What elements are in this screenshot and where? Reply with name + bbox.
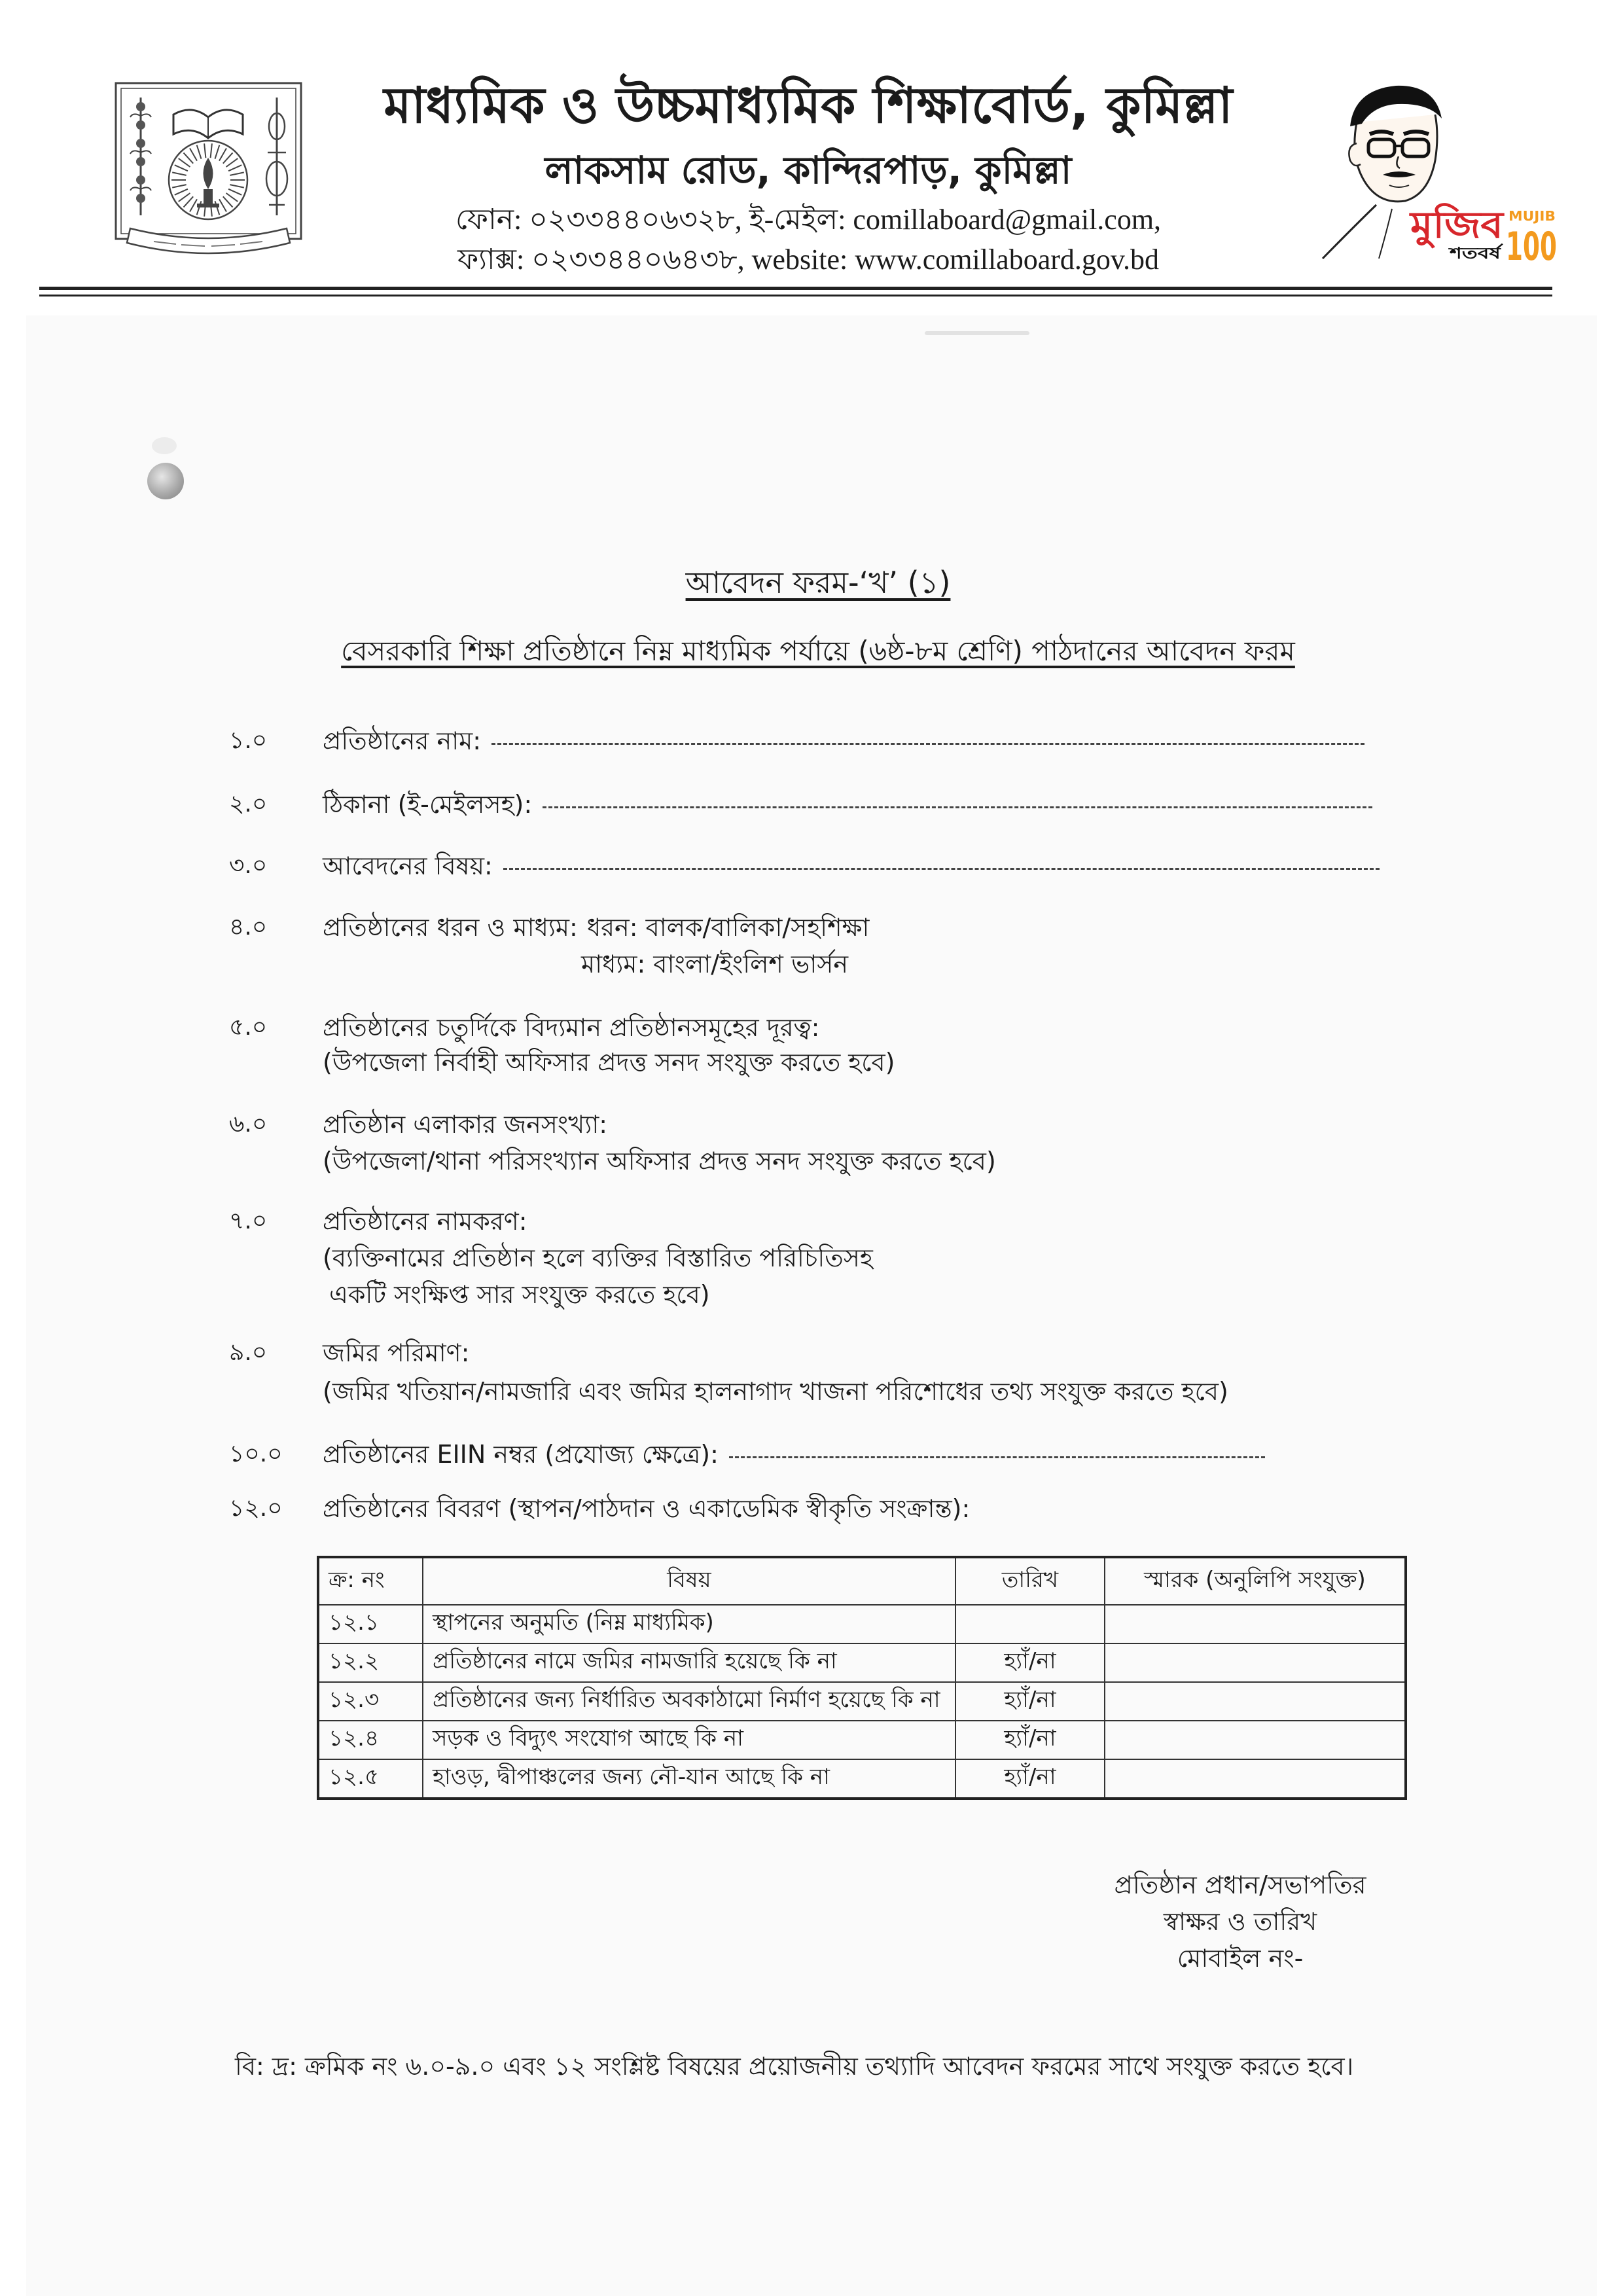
board-address: লাকসাম রোড, কান্দিরপাড়, কুমিল্লা	[544, 148, 1072, 192]
item-instruction: (ব্যক্তিনামের প্রতিষ্ঠান হলে ব্যক্তির বিস্তারিত পরিচিতিসহ	[323, 1244, 873, 1272]
item-label: প্রতিষ্ঠানের EIIN নম্বর (প্রযোজ্য ক্ষেত্রে):	[323, 1440, 719, 1469]
cell-serial: ১২.৫	[318, 1759, 423, 1799]
board-seal-logo	[113, 81, 304, 261]
cell-date: হ্যাঁ/না	[955, 1682, 1105, 1721]
cell-memo	[1105, 1759, 1406, 1799]
item-number: ৭.০	[229, 1208, 268, 1234]
column-header-serial: ক্র: নং	[318, 1557, 423, 1605]
header-rule-thin	[39, 295, 1552, 296]
board-name-title: মাধ্যমিক ও উচ্চমাধ্যমিক শিক্ষাবোর্ড, কুমিল্লা	[383, 76, 1233, 134]
blank-fill-line	[491, 743, 1364, 745]
mujib-logo-subword: শতবর্ষ	[1450, 244, 1488, 262]
institution-type-options: ধরন: বালক/বালিকা/সহশিক্ষা	[586, 913, 870, 942]
item-number: ৪.০	[229, 914, 268, 941]
cell-subject: হাওড়, দ্বীপাঞ্চলের জন্য নৌ-যান আছে কি না	[423, 1759, 955, 1799]
punch-hole-shadow	[152, 437, 177, 454]
scan-artifact	[925, 331, 1029, 335]
item-number: ৯.০	[229, 1339, 268, 1366]
column-header-subject: বিষয়	[423, 1557, 955, 1605]
item-label: প্রতিষ্ঠানের চতুর্দিকে বিদ্যমান প্রতিষ্ঠানসমূহের দূরত্ব:	[323, 1013, 820, 1042]
blank-fill-line	[543, 806, 1372, 808]
cell-date: হ্যাঁ/না	[955, 1643, 1105, 1682]
item-label: প্রতিষ্ঠান এলাকার জনসংখ্যা:	[323, 1110, 608, 1139]
cell-serial: ১২.১	[318, 1605, 423, 1643]
table-row	[318, 1682, 1406, 1721]
institution-medium-options: মাধ্যম: বাংলা/ইংলিশ ভার্সন	[581, 950, 849, 978]
item-label: প্রতিষ্ঠানের ধরন ও মাধ্যম:	[323, 913, 578, 942]
cell-subject: প্রতিষ্ঠানের নামে জমির নামজারি হয়েছে কি না	[423, 1643, 955, 1682]
signature-title: প্রতিষ্ঠান প্রধান/সভাপতির	[1114, 1871, 1366, 1899]
header-rule-thick	[39, 287, 1552, 290]
table-row	[318, 1643, 1406, 1682]
cell-serial: ১২.৪	[318, 1721, 423, 1759]
item-label: আবেদনের বিষয়:	[323, 852, 493, 880]
cell-serial: ১২.৩	[318, 1682, 423, 1721]
cell-memo	[1105, 1721, 1406, 1759]
blank-fill-line	[729, 1456, 1265, 1458]
cell-memo	[1105, 1605, 1406, 1643]
item-eiin-number	[323, 1438, 1265, 1471]
cell-memo	[1105, 1643, 1406, 1682]
cell-memo	[1105, 1682, 1406, 1721]
table-row	[318, 1605, 1406, 1643]
cell-date: হ্যাঁ/না	[955, 1759, 1105, 1799]
item-label: প্রতিষ্ঠানের নামকরণ:	[323, 1207, 527, 1236]
signature-date-label: স্বাক্ষর ও তারিখ	[1163, 1907, 1317, 1936]
scanned-area	[26, 315, 1597, 2296]
item-number: ১০.০	[229, 1441, 283, 1467]
item-application-subject	[323, 850, 1380, 882]
mujib-logo-word: মুজিব	[1410, 204, 1495, 247]
item-number: ১.০	[229, 727, 268, 754]
item-instruction: একটি সংক্ষিপ্ত সার সংযুক্ত করতে হবে)	[329, 1280, 710, 1309]
item-number: ৫.০	[229, 1014, 268, 1041]
item-instruction: (জমির খতিয়ান/নামজারি এবং জমির হালনাগাদ খাজনা পরিশোধের তথ্য সংযুক্ত করতে হবে)	[323, 1377, 1228, 1406]
table-row	[318, 1721, 1406, 1759]
item-instruction: (উপজেলা/থানা পরিসংখ্যান অফিসার প্রদত্ত সনদ সংযুক্ত করতে হবে)	[323, 1147, 996, 1175]
mujib-logo-latin: MUJIB	[1508, 208, 1556, 224]
table-header-row	[318, 1557, 1406, 1605]
column-header-memo: স্মারক (অনুলিপি সংযুক্ত)	[1105, 1557, 1406, 1605]
cell-subject: স্থাপনের অনুমতি (নিম্ন মাধ্যমিক)	[423, 1605, 955, 1643]
item-number: ১২.০	[229, 1495, 283, 1522]
footnote: বি: দ্র: ক্রমিক নং ৬.০-৯.০ এবং ১২ সংশ্লিষ্ট বিষয়ের প্রয়োজনীয় তথ্যাদি আবেদন ফরমের সাথে সংযুক্ত করতে হবে।	[235, 2052, 1354, 2081]
cell-date: হ্যাঁ/না	[955, 1721, 1105, 1759]
cell-subject: সড়ক ও বিদ্যুৎ সংযোগ আছে কি না	[423, 1721, 955, 1759]
item-institution-name	[323, 725, 1364, 757]
column-header-date: তারিখ	[955, 1557, 1105, 1605]
item-number: ২.০	[229, 791, 268, 817]
item-number: ৬.০	[229, 1111, 268, 1138]
institution-details-table	[317, 1556, 1407, 1800]
punch-hole-mark	[147, 463, 184, 499]
item-label: ঠিকানা (ই-মেইলসহ):	[323, 790, 533, 819]
blank-fill-line	[503, 868, 1380, 870]
mobile-number-label: মোবাইল নং-	[1177, 1944, 1304, 1973]
cell-serial: ১২.২	[318, 1643, 423, 1682]
item-label: প্রতিষ্ঠানের নাম:	[323, 726, 482, 755]
table-row	[318, 1759, 1406, 1799]
item-address	[323, 788, 1372, 821]
form-title: আবেদন ফরম-‘খ’ (১)	[685, 565, 951, 600]
item-instruction: (উপজেলা নির্বাহী অফিসার প্রদত্ত সনদ সংযুক্ত করতে হবে)	[323, 1048, 895, 1077]
item-institution-type	[323, 911, 869, 944]
item-label: প্রতিষ্ঠানের বিবরণ (স্থাপন/পাঠদান ও একাডেমিক স্বীকৃতি সংক্রান্ত):	[323, 1494, 971, 1523]
signature-block	[1044, 1867, 1436, 1977]
contact-phone-email: ফোন: ০২৩৩৪৪০৬৩২৮, ই-মেইল: comillaboard@gmail.com,	[455, 204, 1162, 236]
mujib-logo-number: 100	[1506, 224, 1557, 270]
mujib-centenary-logo	[1313, 81, 1558, 270]
form-subtitle: বেসরকারি শিক্ষা প্রতিষ্ঠানে নিম্ন মাধ্যমিক পর্যায়ে (৬ষ্ঠ-৮ম শ্রেণি) পাঠদানের আবেদন ফরম	[341, 635, 1295, 667]
item-label: জমির পরিমাণ:	[323, 1338, 470, 1367]
cell-date	[955, 1605, 1105, 1643]
cell-subject: প্রতিষ্ঠানের জন্য নির্ধারিত অবকাঠামো নির্মাণ হয়েছে কি না	[423, 1682, 955, 1721]
contact-fax-website: ফ্যাক্স: ০২৩৩৪৪০৬৪৩৮, website: www.comillaboard.gov.bd	[457, 243, 1160, 276]
item-number: ৩.০	[229, 852, 268, 879]
